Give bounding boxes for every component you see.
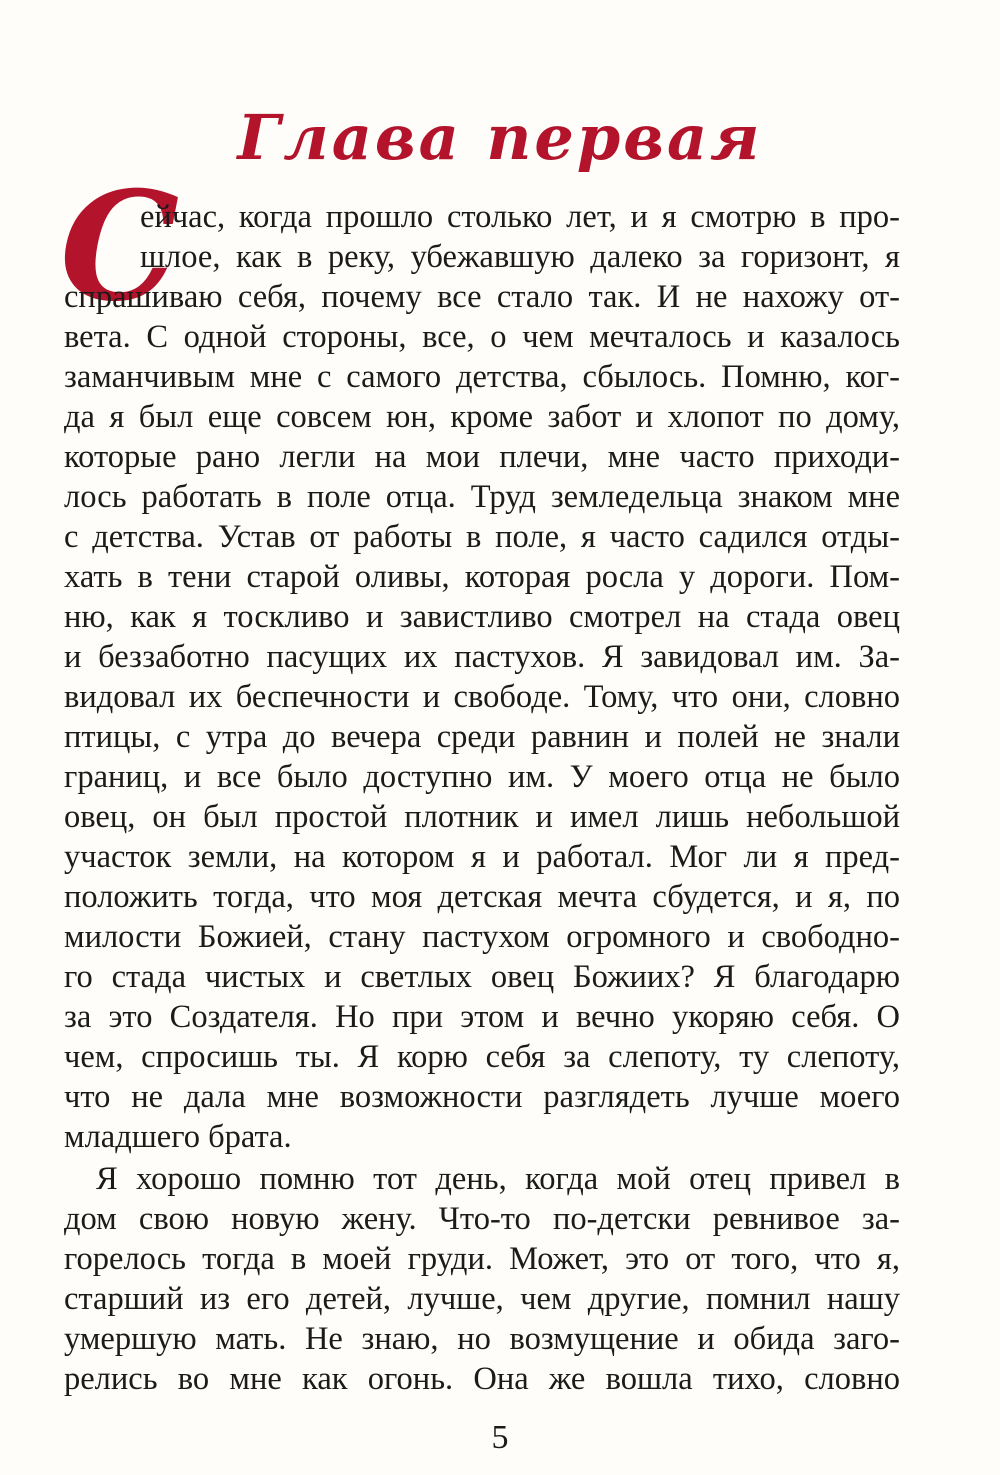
text-line: заманчивым мне с самого детства, сбылось. Помню, ког- [64,359,900,395]
text-line: Я хорошо помню тот день, когда мой отец привел в [96,1161,900,1197]
drop-cap-letter: С [60,159,180,335]
text-line: ейчас, когда прошло столько лет, и я смотрю в про- [140,199,900,235]
text-line: релись во мне как огонь. Она же вошла тихо, словно [64,1361,900,1397]
text-line: младшего брата. [64,1119,292,1155]
text-line: го стада чистых и светлых овец Божиих? Я благодарю [64,959,900,995]
text-line: горелось тогда в моей груди. Может, это от того, что я, [64,1241,900,1277]
text-line: положить тогда, что моя детская мечта сбудется, и я, по [64,879,900,915]
chapter-title: Глава первая [237,101,763,174]
text-line: с детства. Устав от работы в поле, я часто садился отды- [64,519,900,555]
text-line: за это Создателя. Но при этом и вечно укоряю себя. О [64,999,900,1035]
text-line: спрашиваю себя, почему все стало так. И не нахожу от- [64,279,900,315]
text-line: чем, спросишь ты. Я корю себя за слепоту, ту слепоту, [64,1039,900,1075]
text-line: что не дала мне возможности разглядеть лучше моего [64,1079,900,1115]
text-line: лось работать в поле отца. Труд земледельца знаком мне [64,479,900,515]
text-line: умершую мать. Не знаю, но возмущение и обида заго- [64,1321,900,1357]
text-line: птицы, с утра до вечера среди равнин и полей не знали [64,719,900,755]
text-line: старший из его детей, лучше, чем другие, помнил нашу [64,1281,900,1317]
text-line: видовал их беспечности и свободе. Тому, что они, словно [64,679,900,715]
text-line: которые рано легли на мои плечи, мне часто приходи- [64,439,900,475]
text-line: овец, он был простой плотник и имел лишь небольшой [64,799,900,835]
text-line: ню, как я тоскливо и завистливо смотрел на стада овец [64,599,900,635]
text-line: шлое, как в реку, убежавшую далеко за горизонт, я [140,239,900,275]
text-line: милости Божией, стану пастухом огромного и свободно- [64,919,900,955]
text-line: да я был еще совсем юн, кроме забот и хлопот по дому, [64,399,900,435]
text-line: вета. С одной стороны, все, о чем мечталось и казалось [64,319,900,355]
text-line: и беззаботно пасущих их пастухов. Я завидовал им. За- [64,639,900,675]
page-number: 5 [491,1419,509,1456]
text-line: дом свою новую жену. Что-то по-детски ревнивое за- [64,1201,900,1237]
text-line: участок земли, на котором я и работал. Мог ли я пред- [64,839,900,875]
text-line: хать в тени старой оливы, которая росла у дороги. Пом- [64,559,900,595]
text-line: границ, и все было доступно им. У моего отца не было [64,759,900,795]
